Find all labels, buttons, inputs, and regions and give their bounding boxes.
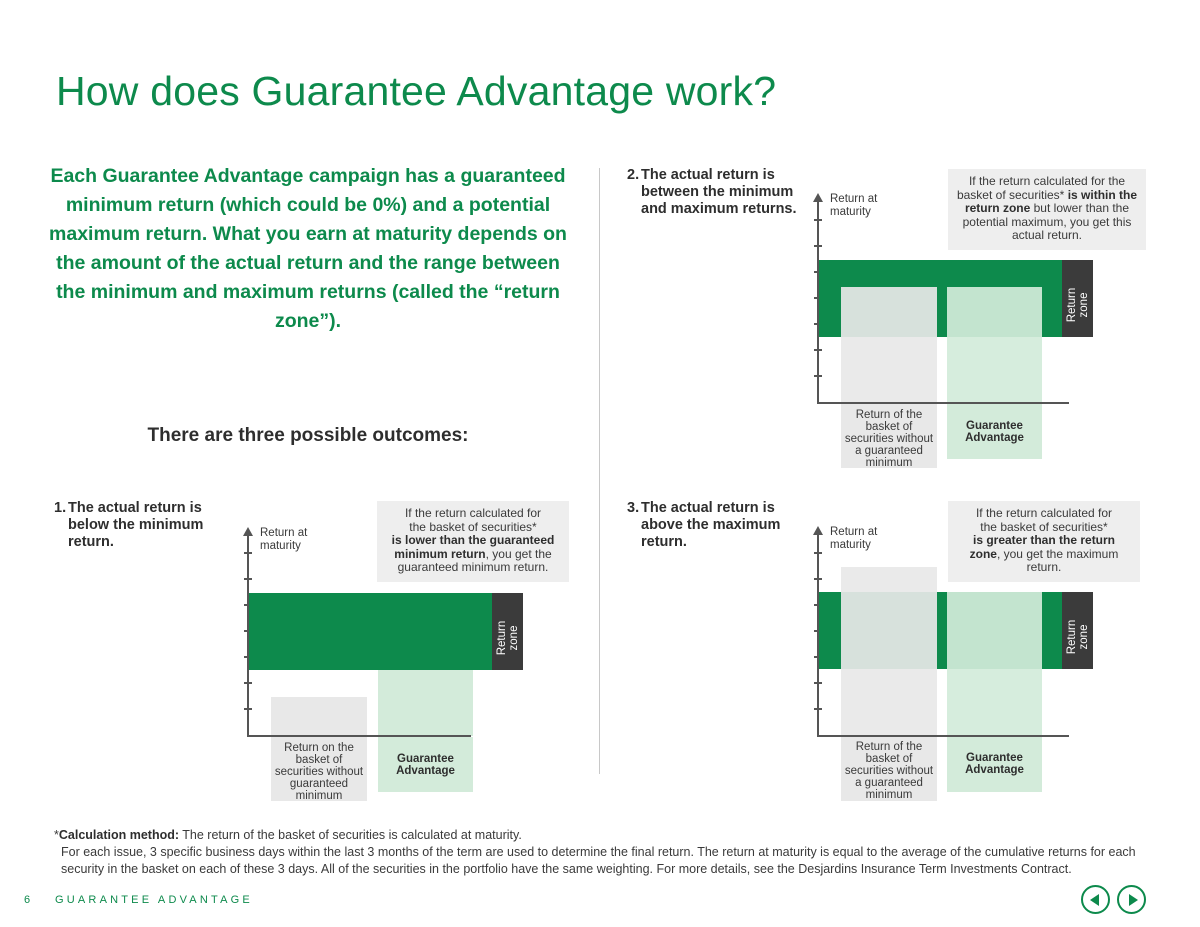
case-1-callout-tail: [403, 574, 419, 582]
footnote-body: For each issue, 3 specific business days within the last 3 months of the term are used to determine the final return. The return at maturity is equal to the average of the cumulative returns for each security in the basket on each of these 3 days. All of the securities in the portfolio have the same weighting. For more details, see the Desjardins Insurance Term Investments Contract.: [61, 845, 1136, 876]
case-3-callout-tail: [973, 574, 989, 582]
footnote-label: Calculation method:: [58, 828, 180, 842]
case-1-tick: [244, 708, 252, 710]
footnote: [54, 827, 1154, 878]
column-divider: [599, 168, 600, 774]
case-1-title-text: The actual return is below the minimum return.: [68, 500, 204, 550]
case-2-tick: [814, 375, 822, 377]
case-3-title-text: The actual return is above the maximum return.: [641, 500, 781, 550]
case-3-basket-bar: [841, 567, 937, 736]
outcomes-heading: There are three possible outcomes:: [147, 425, 469, 446]
case-3-tick: [814, 552, 822, 554]
case-1-tick: [244, 552, 252, 554]
case-2-callout-bold: is within the return zone: [964, 187, 1138, 215]
case-2-title: [627, 167, 801, 218]
page-number: 6: [24, 894, 31, 906]
case-1-tick: [244, 682, 252, 684]
footnote-lead: The return of the basket of securities is calculated at maturity.: [179, 828, 522, 842]
case-2-tick: [814, 219, 822, 221]
case-1-callout-bold: is lower than the guaranteed minimum return: [391, 533, 555, 561]
case-3-basket-label: Return of the basket of securities without a guaranteed minimum: [844, 741, 934, 801]
case-3-guarantee-label: Guarantee Advantage: [965, 752, 1024, 776]
page-title: How does Guarantee Advantage work?: [56, 68, 777, 114]
footnote-lead-line: [54, 827, 1154, 844]
case-3-guarantee-bar: [947, 592, 1042, 736]
case-1-callout-line1: If the return calculated for: [404, 506, 542, 520]
case-3-callout: [948, 501, 1140, 582]
footnote-asterisk: *: [54, 828, 59, 842]
arrow-left-icon: [1090, 894, 1099, 906]
case-1-y-axis-label: Return at maturity: [260, 527, 308, 552]
case-2-zone-label: Return zone: [1066, 287, 1090, 323]
case-1-title: [54, 500, 218, 551]
case-2-tick: [814, 349, 822, 351]
case-3-number: 3.: [627, 500, 640, 516]
case-3-callout-line1: If the return calculated for: [975, 506, 1113, 520]
case-3-tick: [814, 708, 822, 710]
case-1-return-zone-band: [249, 593, 492, 670]
case-3-title: [627, 500, 791, 551]
case-2-callout-line2: basket of securities*: [956, 187, 1065, 202]
footer-brand: GUARANTEE ADVANTAGE: [55, 894, 253, 906]
case-3-zone-label: Return zone: [1066, 619, 1090, 655]
case-3-y-axis-label: Return at maturity: [830, 526, 878, 551]
case-1-number: 1.: [54, 500, 67, 516]
case-2-number: 2.: [627, 167, 640, 183]
case-1-callout: [377, 501, 569, 582]
case-1-callout-rest: , you get the guaranteed minimum return.: [397, 546, 552, 574]
next-page-button[interactable]: [1117, 885, 1146, 914]
case-1-callout-line2: the basket of securities*: [409, 519, 537, 534]
case-2-title-text: The actual return is between the minimum and maximum returns.: [641, 167, 797, 217]
case-2-callout-line1: If the return calculated for the: [968, 174, 1126, 188]
case-2-y-axis-label: Return at maturity: [830, 193, 878, 218]
case-2-callout: [948, 169, 1146, 250]
case-1-tick: [244, 578, 252, 580]
case-2-basket-bar: [841, 287, 937, 403]
case-3-callout-line2: the basket of securities*: [980, 519, 1108, 534]
previous-page-button[interactable]: [1081, 885, 1110, 914]
case-1-guarantee-bar: [378, 670, 473, 736]
case-2-tick: [814, 245, 822, 247]
case-2-callout-tail: [973, 242, 989, 250]
intro-text: Each Guarantee Advantage campaign has a guaranteed minimum return (which could be 0%) and a potential maximum return. What you earn at maturity depends on the amount of the actual return and the range between the minimum and maximum returns (called the “return zone”).: [49, 165, 567, 332]
case-1-basket-bar: [271, 697, 367, 736]
case-1-basket-label: Return on the basket of securities without guaranteed minimum: [274, 742, 364, 802]
arrow-right-icon: [1129, 894, 1138, 906]
case-1-guarantee-label: Guarantee Advantage: [396, 753, 455, 777]
case-3-callout-bold: is greater than the return zone: [969, 533, 1116, 561]
case-2-callout-rest: but lower than the potential maximum, you get this actual return.: [962, 201, 1132, 242]
case-2-basket-label: Return of the basket of securities without a guaranteed minimum: [844, 409, 934, 469]
case-3-tick: [814, 578, 822, 580]
case-1-zone-label: Return zone: [496, 620, 520, 656]
case-3-tick: [814, 682, 822, 684]
case-2-guarantee-label: Guarantee Advantage: [965, 420, 1024, 444]
case-2-guarantee-bar: [947, 287, 1042, 403]
case-3-callout-rest: , you get the maximum return.: [996, 546, 1119, 574]
